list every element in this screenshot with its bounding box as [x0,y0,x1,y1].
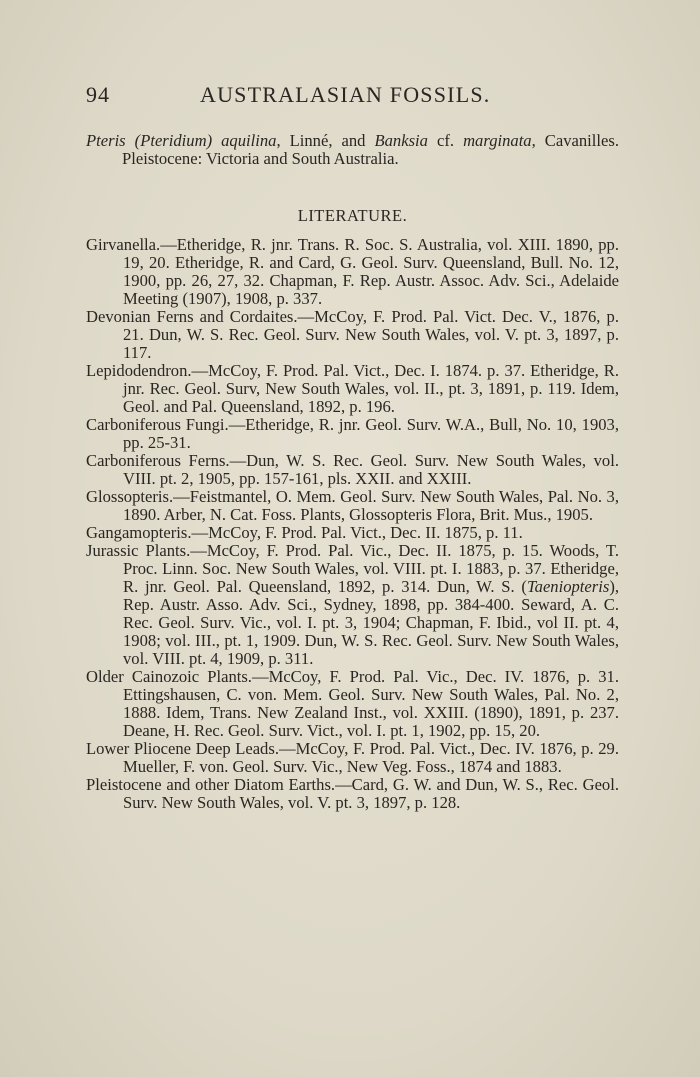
reference-entry [86,452,619,488]
reference-entry [86,524,619,542]
intro-paragraph [86,132,619,168]
reference-text: —McCoy, F. Prod. Pal. Vict., Dec. I. 1874. p. 37. Etheridge, R. jnr. Rec. Geol. Surv, New South Wales, vol. II., pt. 3, 1891, p. 119. Idem, Geol. and Pal. Queensland, 1892, p. 196. [123,361,619,416]
running-title: AUSTRALASIAN FOSSILS. [200,82,491,107]
species-marginata: marginata [463,131,532,150]
page-number: 94 [86,82,110,107]
reference-entry [86,488,619,524]
reference-entry [86,740,619,776]
reference-topic: Older Cainozoic Plants. [86,667,252,686]
reference-entry [86,308,619,362]
reference-text: —Etheridge, R. jnr. Geol. Surv. W.A., Bull, No. 10, 1903, pp. 25-31. [123,415,619,452]
intro-rest: , Cavanilles. Pleistocene: Victoria and South Australia. [122,131,619,168]
reference-entry [86,776,619,812]
reference-entry [86,416,619,452]
reference-topic: Devonian Ferns and Cordaites. [86,307,298,326]
reference-topic: Glossopteris. [86,487,174,506]
reference-text: —McCoy, F. Prod. Pal. Vict. Dec. V., 1876, p. 21. Dun, W. S. Rec. Geol. Surv. New South Wales, vol. V. pt. 3, 1897, p. 117. [123,307,619,362]
genus-banksia: Banksia [374,131,428,150]
reference-text: —McCoy, F. Prod. Pal. Vic., Dec. II. 1875, p. 15. Woods, T. Proc. Linn. Soc. New South Wales, vol. VIII. pt. I. 1883, p. 37. Etheridge, R. jnr. Geol. Pal. Queensland, 1892, p. 314. Dun, W. S. ( [123,541,619,596]
reference-entry [86,362,619,416]
reference-text: —Dun, W. S. Rec. Geol. Surv. New South Wales, vol. VIII. pt. 2, 1905, pp. 157-161, pls. XXII. and XXIII. [123,451,619,488]
intro-text [86,132,619,168]
reference-text: —McCoy, F. Prod. Pal. Vict., Dec. II. 1875, p. 11. [191,523,523,542]
reference-topic: Lepidodendron. [86,361,192,380]
reference-entry [86,668,619,740]
reference-text: —McCoy, F. Prod. Pal. Vic., Dec. IV. 1876, p. 31. Ettingshausen, C. von. Mem. Geol. Surv. New South Wales, Pal. No. 2, 1888. Idem, Trans. New Zealand Inst., vol. XXIII. (1890), 1891, p. 237. Deane, H. Rec. Geol. Surv. Vict., vol. I. pt. 1, 1902, pp. 15, 20. [123,667,619,740]
genus-pteris: Pteris [86,131,126,150]
reference-entry [86,542,619,668]
reference-text-continued: ), Rep. Austr. Asso. Adv. Sci., Sydney, 1898, pp. 384-400. Seward, A. C. Rec. Geol. Surv. Vic., vol. I. pt. 3, 1904; Chapman, F. Ibid., vol II. pt. 4, 1908; vol. III., pt. 1, 1909. Dun, W. S. Rec. Geol. Surv. New South Wales, vol. VIII. pt. 4, 1909, p. 311. [123,577,619,668]
reference-topic: Jurassic Plants. [86,541,191,560]
genus-taeniopteris: Taeniopteris [526,577,610,596]
reference-topic: Girvanella. [86,235,161,254]
reference-topic: Lower Pliocene Deep Leads. [86,739,279,758]
reference-topic: Gangamopteris. [86,523,192,542]
reference-entry [86,236,619,308]
reference-text: —Feistmantel, O. Mem. Geol. Surv. New South Wales, Pal. No. 3, 1890. Arber, N. Cat. Foss. Plants, Glossopteris Flora, Brit. Mus., 1905. [123,487,619,524]
intro-cf: cf. [427,131,464,150]
reference-text: —Etheridge, R. jnr. Trans. R. Soc. S. Australia, vol. XIII. 1890, pp. 19, 20. Etheridge, R. and Card, G. Geol. Surv. Queensland, Bull. No. 12, 1900, pp. 26, 27, 32. Chapman, F. Rep. Austr. Assoc. Adv. Sci., Adelaide Meeting (1907), 1908, p. 337. [123,235,619,308]
species-aquilina: aquilina [221,131,277,150]
reference-text: —McCoy, F. Prod. Pal. Vict., Dec. IV. 1876, p. 29. Mueller, F. von. Geol. Surv. Vic., New Veg. Foss., 1874 and 1883. [123,739,619,776]
reference-topic: Carboniferous Ferns. [86,451,230,470]
subgenus-pteridium: (Pteridium) [134,131,213,150]
reference-topic: Carboniferous Fungi. [86,415,229,434]
literature-heading: LITERATURE. [297,206,408,225]
reference-list [86,236,619,812]
intro-author: , Linné, and [276,131,375,150]
reference-text: —Card, G. W. and Dun, W. S., Rec. Geol. Surv. New South Wales, vol. V. pt. 3, 1897, p. 128. [123,775,619,812]
running-header [86,82,616,112]
reference-topic: Pleistocene and other Diatom Earths. [86,775,336,794]
